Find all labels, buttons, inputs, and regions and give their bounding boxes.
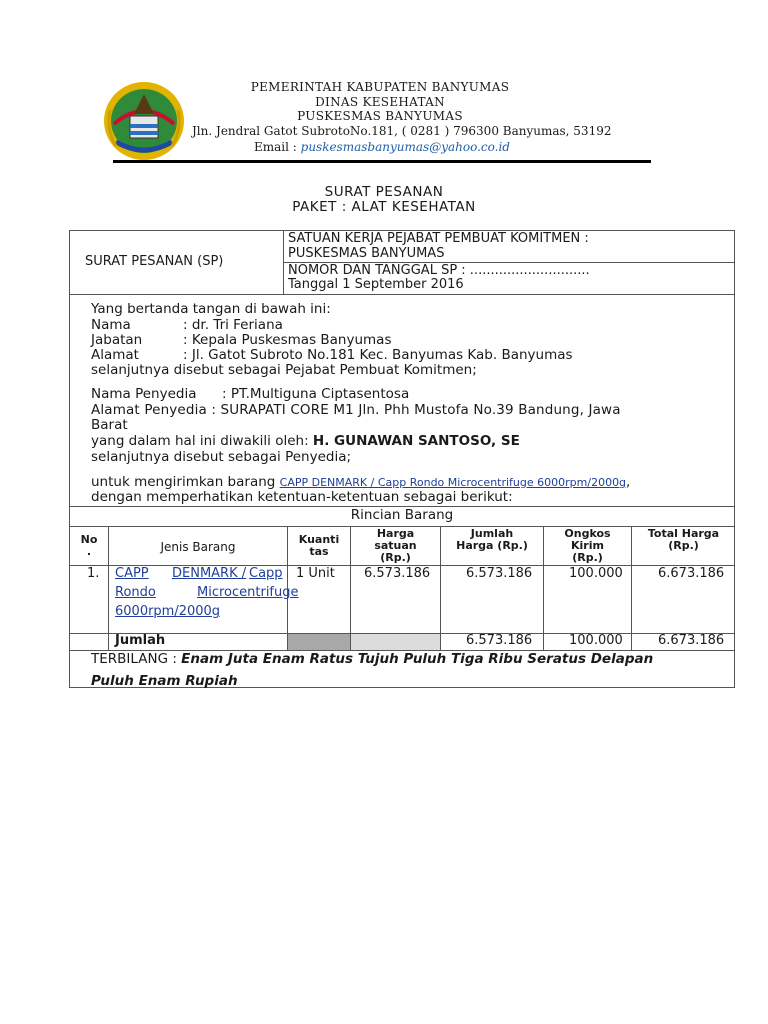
email-label: Email : [254,140,301,154]
total-label: Jumlah [115,633,166,648]
header-jumlah: Jumlah Harga (Rp.) [456,527,528,552]
item-name-1a[interactable]: CAPP [115,566,149,581]
nama-value: : dr. Tri Feriana [183,317,283,333]
row-harga: 6.573.186 [364,566,431,581]
alamat-penyedia-cont: Barat [91,417,128,433]
jabatan-label: Jabatan [91,332,143,348]
jabatan-value: : Kepala Puskesmas Banyumas [183,332,392,348]
intro-text: Yang bertanda tangan di bawah ini: [91,301,331,317]
sp-date: Tanggal 1 September 2016 [288,277,464,292]
row-ongkos: 100.000 [569,566,623,581]
header-kuantitas: Kuanti tas [298,533,340,558]
row-qty: 1 Unit [296,566,335,581]
penyedia-value: : PT.Multiguna Ciptasentosa [222,386,410,402]
terbilang-label: TERBILANG : [91,651,182,667]
item-name-1b[interactable]: DENMARK / [172,566,247,581]
row-total: 6.673.186 [658,566,725,581]
item-name-2b[interactable]: Microcentrifuge [197,585,299,600]
ppk-note: selanjutnya disebut sebagai Pejabat Pembuat Komitmen; [91,362,477,378]
total-total: 6.673.186 [658,633,725,648]
ketentuan-text: dengan memperhatikan ketentuan-ketentuan sebagai berikut: [91,489,513,505]
item-link[interactable]: CAPP DENMARK / Capp Rondo Microcentrifuge 6000rpm/2000g [279,476,627,489]
header-total: Total Harga (Rp.) [647,527,720,552]
document-subtitle: PAKET : ALAT KESEHATAN [292,199,476,215]
item-name-1c[interactable]: Capp [249,566,283,581]
table-caption: Rincian Barang [350,507,454,523]
letterhead-divider [113,160,651,163]
letterhead-puskesmas: PUSKESMAS BANYUMAS [297,109,463,123]
penyedia-label: Nama Penyedia [91,386,197,402]
penyedia-note: selanjutnya disebut sebagai Penyedia; [91,449,352,465]
letterhead-address: Jln. Jendral Gatot SubrotoNo.181, ( 0281 ) 796300 Banyumas, 53192 [192,124,612,138]
shaded-cell [288,634,350,650]
header-jenis: Jenis Barang [160,540,236,554]
satker-value: PUSKESMAS BANYUMAS [288,246,445,261]
shaded-cell [351,634,440,650]
header-harga: Harga satuan (Rp.) [374,527,417,564]
kirim-line [91,474,630,490]
total-ongkos: 100.000 [569,633,623,648]
divider [69,294,735,295]
banyumas-emblem-icon [102,80,186,162]
total-jumlah: 6.573.186 [466,633,533,648]
terbilang-line2: Puluh Enam Rupiah [91,673,238,689]
sp-number: NOMOR DAN TANGGAL SP : ............................. [288,263,590,278]
header-no: No . [80,533,98,558]
wakil-prefix: yang dalam hal ini diwakili oleh: [91,433,313,449]
terbilang-value: Enam Juta Enam Ratus Tujuh Puluh Tiga Ribu Seratus Delapan [181,651,654,667]
alamat-label: Alamat [91,347,139,363]
item-name-3[interactable]: 6000rpm/2000g [115,604,221,619]
alamat-penyedia: Alamat Penyedia : SURAPATI CORE M1 Jln. Phh Mustofa No.39 Bandung, Jawa [91,402,621,418]
letterhead-government: PEMERINTAH KABUPATEN BANYUMAS [250,80,510,94]
header-ongkos: Ongkos Kirim (Rp.) [564,527,611,564]
letterhead-department: DINAS KESEHATAN [315,95,445,109]
sp-label: SURAT PESANAN (SP) [85,254,224,269]
wakil-name: H. GUNAWAN SANTOSO, SE [312,433,520,449]
letterhead-email-line [254,140,510,154]
kirim-prefix: untuk mengirimkan barang [91,474,280,490]
row-no: 1. [87,566,100,581]
row-jumlah: 6.573.186 [466,566,533,581]
terbilang-line1 [91,651,653,667]
email-link[interactable]: puskesmasbanyumas@yahoo.co.id [300,140,510,154]
item-name-2a[interactable]: Rondo [115,585,156,600]
wakil-line [91,433,520,449]
document-title: SURAT PESANAN [324,184,444,200]
satker-label: SATUAN KERJA PEJABAT PEMBUAT KOMITMEN : [288,231,589,246]
kirim-suffix: , [626,474,631,490]
alamat-value: : Jl. Gatot Subroto No.181 Kec. Banyumas Kab. Banyumas [183,347,573,363]
nama-label: Nama [91,317,131,333]
